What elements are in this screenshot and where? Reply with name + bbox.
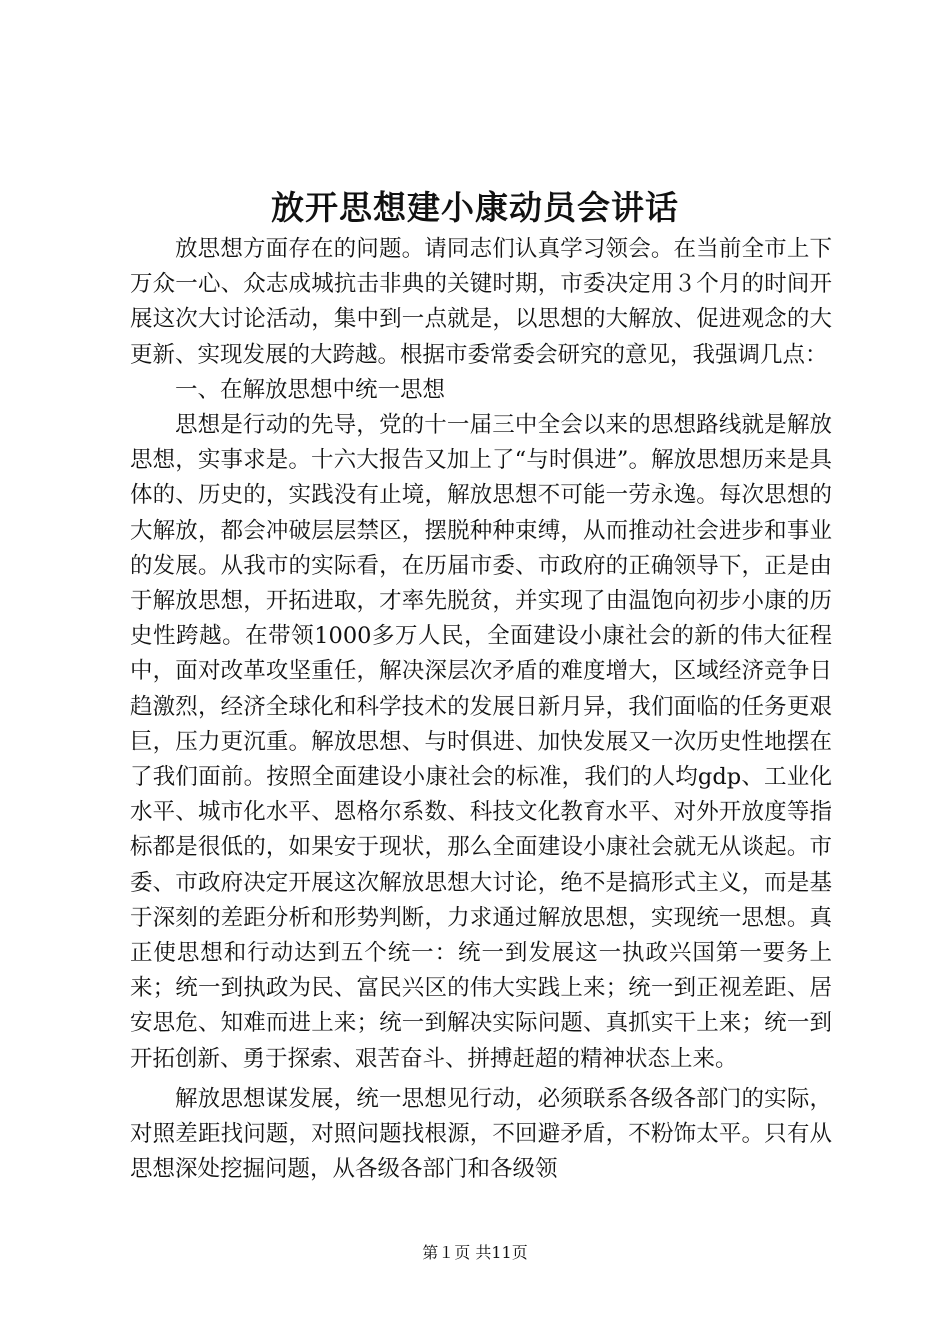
paragraph-continued: 解放思想谋发展，统一思想见行动，必须联系各级各部门的实际，对照差距找问题，对照问题找根源，不回避矛盾，不粉饰太平。只有从思想深处挖掘问题，从各级各部门和各级领 <box>130 1085 832 1183</box>
page-number-footer: 第１页 共11页 <box>422 1243 528 1262</box>
document-body <box>130 232 832 1187</box>
paragraph-intro: 放思想方面存在的问题。请同志们认真学习领会。在当前全市上下万众一心、众志成城抗击非典的关键时期，市委决定用３个月的时间开展这次大讨论活动，集中到一点就是，以思想的大解放、促进观念的大更新、实现发展的大跨越。根据市委常委会研究的意见，我强调几点： <box>130 236 832 368</box>
document-title: 放开思想建小康动员会讲话 <box>271 188 679 227</box>
paragraph-main: 思想是行动的先导，党的十一届三中全会以来的思想路线就是解放思想，实事求是。十六大报告又加上了“与时俱进”。解放思想历来是具体的、历史的，实践没有止境，解放思想不可能一劳永逸。每次思想的大解放，都会冲破层层禁区，摆脱种种束缚，从而推动社会进步和事业的发展。从我市的实际看，在历届市委、市政府的正确领导下，正是由于解放思想，开拓进取，才率先脱贫，并实现了由温饱向初步小康的历史性跨越。在带领1000多万人民，全面建设小康社会的新的伟大征程中，面对改革攻坚重任，解决深层次矛盾的难度增大，区域经济竞争日趋激烈，经济全球化和科学技术的发展日新月异，我们面临的任务更艰巨，压力更沉重。解放思想、与时俱进、加快发展又一次历史性地摆在了我们面前。按照全面建设小康社会的标准，我们的人均gdp、工业化水平、城市化水平、恩格尔系数、科技文化教育水平、对外开放度等指标都是很低的，如果安于现状，那么全面建设小康社会就无从谈起。市委、市政府决定开展这次解放思想大讨论，绝不是搞形式主义，而是基于深刻的差距分析和形势判断，力求通过解放思想，实现统一思想。真正使思想和行动达到五个统一：统一到发展这一执政兴国第一要务上来；统一到执政为民、富民兴区的伟大实践上来；统一到正视差距、居安思危、知难而进上来；统一到解决实际问题、真抓实干上来；统一到开拓创新、勇于探索、艰苦奋斗、拼搏赶超的精神状态上来。 <box>130 412 832 1072</box>
section-heading: 一、在解放思想中统一思想 <box>175 376 446 403</box>
